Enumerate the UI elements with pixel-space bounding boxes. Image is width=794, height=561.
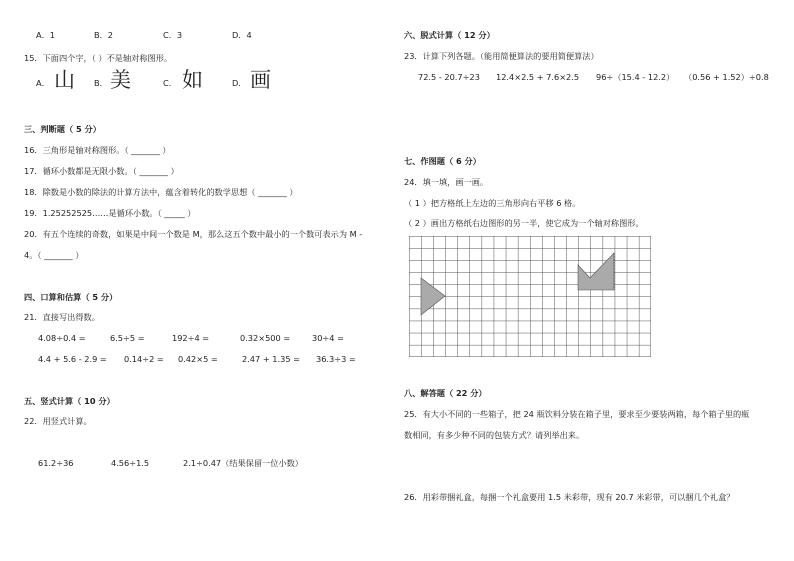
q22-problem-1: 61.2÷36 bbox=[38, 458, 74, 468]
section4-title: 四、口算和估算（ 5 分） bbox=[24, 292, 118, 302]
section7-title: 七、作图题（ 6 分） bbox=[404, 156, 481, 166]
q22-problem-3: 2.1÷0.47（结果保留一位小数） bbox=[183, 458, 303, 468]
q21-r1-c5: 30÷4 = bbox=[312, 333, 344, 343]
q17: 17．循环小数都是无限小数。（ _______ ） bbox=[24, 166, 179, 176]
section8-title: 八、解答题（ 22 分） bbox=[404, 388, 487, 398]
q23-instruction: 23．计算下列各题。（能用简便算法的要用简便算法） bbox=[404, 51, 599, 61]
q23-problem-2: 12.4×2.5 + 7.6×2.5 bbox=[496, 72, 580, 82]
section5-title: 五、竖式计算（ 10 分） bbox=[24, 396, 115, 406]
q21-r1-c1: 4.08÷0.4 = bbox=[38, 333, 86, 343]
q14-option-a: A．1 bbox=[36, 30, 55, 40]
q24-part2: （ 2 ）画出方格纸右边图形的另一半，使它成为一个轴对称图形。 bbox=[404, 218, 644, 228]
q22-instruction: 22．用竖式计算。 bbox=[24, 416, 92, 426]
q15-char-b: 美 bbox=[110, 68, 131, 92]
q21-r2-c5: 36.3÷3 = bbox=[316, 354, 356, 364]
q15-stem: 15．下面四个字，（ ）不是轴对称图形。 bbox=[24, 53, 173, 63]
q19: 19．1.25252525……是循环小数。（ _____ ） bbox=[24, 208, 196, 218]
section6-title: 六、脱式计算（ 12 分） bbox=[404, 30, 495, 40]
half-symmetric-figure bbox=[578, 253, 614, 290]
q21-r2-c2: 0.14÷2 = bbox=[124, 354, 164, 364]
q15-char-c: 如 bbox=[182, 68, 203, 92]
left-triangle bbox=[421, 278, 445, 315]
q21-r2-c1: 4.4 + 5.6 - 2.9 = bbox=[38, 354, 107, 364]
q21-r2-c3: 0.42×5 = bbox=[178, 354, 218, 364]
graph-paper bbox=[409, 236, 651, 357]
q25-line1: 25．有大小不同的一些箱子，把 24 瓶饮料分装在箱子里，要求至少要装两箱，每个箱子里的瓶 bbox=[404, 409, 750, 419]
section3-title: 三、判断题（ 5 分） bbox=[24, 124, 101, 134]
q23-problem-4: （0.56 + 1.52）÷0.8 bbox=[684, 72, 769, 82]
q16: 16．三角形是轴对称图形。（ _______ ） bbox=[24, 145, 171, 155]
q15-letter-b: B． bbox=[94, 78, 108, 88]
q21-r2-c4: 2.47 + 1.35 = bbox=[242, 354, 300, 364]
q21-r1-c4: 0.32×500 = bbox=[240, 333, 291, 343]
q15-letter-c: C． bbox=[163, 78, 177, 88]
q23-problem-3: 96÷（15.4 - 12.2） bbox=[596, 72, 675, 82]
q15-char-a: 山 bbox=[54, 68, 75, 92]
q14-option-c: C．3 bbox=[163, 30, 183, 40]
q26: 26．用彩带捆礼盒，每捆一个礼盒要用 1.5 米彩带，现有 20.7 米彩带，可以捆几个礼盒？ bbox=[404, 492, 735, 502]
q21-r1-c2: 6.5÷5 = bbox=[110, 333, 145, 343]
q18: 18．除数是小数的除法的计算方法中，蕴含着转化的数学思想（ _______ ） bbox=[24, 187, 298, 197]
q21-instruction: 21．直接写出得数。 bbox=[24, 312, 100, 322]
q15-char-d: 画 bbox=[250, 68, 271, 92]
q23-problem-1: 72.5 - 20.7÷23 bbox=[418, 72, 480, 82]
q24-part1: （ 1 ）把方格纸上左边的三角形向右平移 6 格。 bbox=[404, 198, 581, 208]
q15-letter-d: D． bbox=[232, 78, 247, 88]
q20-line2: 4。（ _______ ） bbox=[24, 250, 84, 260]
q21-r1-c3: 192÷4 = bbox=[172, 333, 210, 343]
q20-line1: 20．有五个连续的奇数，如果是中间一个数是 M，那么这五个数中最小的一个数可表示为 M - bbox=[24, 229, 363, 239]
q24-instruction: 24．填一填，画一画。 bbox=[404, 177, 489, 187]
q15-letter-a: A． bbox=[36, 78, 50, 88]
q14-option-d: D．4 bbox=[232, 30, 252, 40]
q22-problem-2: 4.56÷1.5 bbox=[111, 458, 150, 468]
grid-lines bbox=[409, 236, 651, 357]
q25-line2: 数相同，有多少种不同的包装方式？请列举出来。 bbox=[404, 430, 585, 440]
q14-option-b: B．2 bbox=[94, 30, 114, 40]
